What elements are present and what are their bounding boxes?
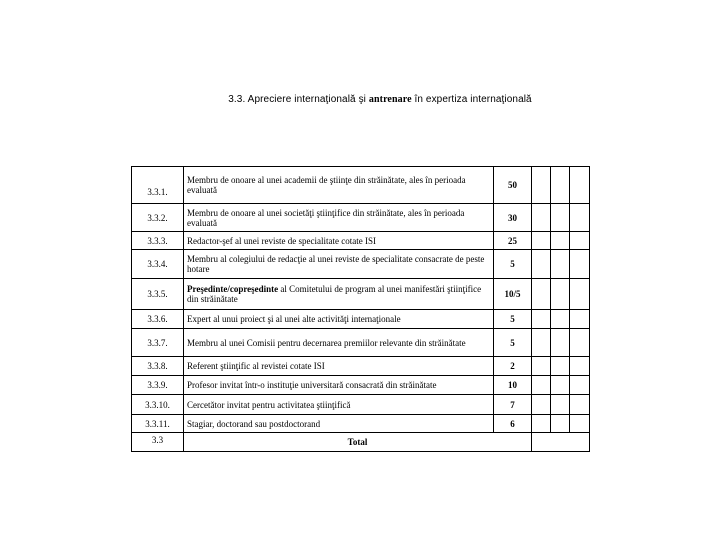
row-description-bold: Preşedinte/copreşedinte [187,284,279,294]
section-title [0,94,720,105]
row-points: 7 [494,395,532,415]
score-cell [532,329,551,357]
row-points: 6 [494,415,532,433]
score-cell [570,167,590,204]
score-cell [532,357,551,376]
row-description [184,167,494,204]
row-description [184,395,494,415]
table-row [132,232,590,250]
row-description-text: Membru al unei Comisii pentru decernarea premiilor relevante din străinătate [187,337,466,348]
row-code: 3.3.1. [132,167,184,204]
title-suffix: în expertiza internaţională [411,94,532,105]
table-row [132,376,590,395]
score-cell [532,232,551,250]
row-description [184,329,494,357]
score-cell [551,250,570,279]
row-description-text: Cercetător invitat pentru activitatea ştiinţifică [187,399,351,410]
table-row [132,167,590,204]
table-row [132,310,590,329]
score-cell [551,167,570,204]
row-description [184,250,494,279]
score-cell [570,250,590,279]
row-code: 3.3.7. [132,329,184,357]
title-prefix: 3.3. Apreciere internaţională şi [228,94,369,105]
row-description-text: al Comitetului de program al unei manifestări ştiinţifice din străinătate [187,284,482,304]
score-cell [551,415,570,433]
score-cell [532,415,551,433]
score-cell [532,310,551,329]
table-row [132,329,590,357]
score-cell [532,167,551,204]
score-cell [551,376,570,395]
row-description-text: Stagiar, doctorand sau postdoctorand [187,418,321,429]
row-description-text: Membru de onoare al unei societăţi ştiinţifice din străinătate, ales în perioada evaluată [187,207,465,228]
row-points: 5 [494,250,532,279]
row-code: 3.3.3. [132,232,184,250]
score-cell [551,232,570,250]
score-cell [532,376,551,395]
title-bold-word: antrenare [368,94,412,105]
row-points: 5 [494,310,532,329]
row-code: 3.3.9. [132,376,184,395]
score-cell [570,232,590,250]
score-cell [570,310,590,329]
evaluation-table-body [132,167,590,452]
row-description-text: Membru al colegiului de redacţie al unei reviste de specialitate consacrate de peste hotare [187,254,485,274]
score-cell [570,376,590,395]
row-points: 10 [494,376,532,395]
row-description [184,376,494,395]
total-row [132,433,590,452]
total-value-cell [532,433,590,452]
row-description-text: Membru de onoare al unei academii de ştiinţe din străinătate, ales în perioada evaluată [187,175,466,195]
score-cell [551,204,570,232]
table-row [132,357,590,376]
row-description [184,357,494,376]
row-description-text: Redactor-şef al unei reviste de specialitate cotate ISI [187,235,376,246]
row-code: 3.3.2. [132,204,184,232]
total-label: Total [184,433,532,452]
score-cell [570,329,590,357]
row-description [184,204,494,232]
score-cell [551,357,570,376]
row-description [184,279,494,310]
table-row [132,395,590,415]
row-description [184,232,494,250]
score-cell [532,395,551,415]
score-cell [551,329,570,357]
score-cell [551,279,570,310]
evaluation-table [131,166,590,452]
row-code: 3.3.10. [132,395,184,415]
score-cell [570,204,590,232]
score-cell [551,395,570,415]
score-cell [532,204,551,232]
table-row [132,279,590,310]
total-code: 3.3 [132,433,184,452]
row-points: 5 [494,329,532,357]
row-description-text: Expert al unui proiect şi al unei alte activităţi internaţionale [187,314,401,324]
table-row [132,250,590,279]
row-points: 2 [494,357,532,376]
score-cell [570,357,590,376]
score-cell [570,415,590,433]
row-code: 3.3.8. [132,357,184,376]
row-description [184,310,494,329]
score-cell [570,279,590,310]
row-description [184,415,494,433]
row-description-text: Referent ştiinţific al revistei cotate ISI [187,361,325,371]
row-code: 3.3.4. [132,250,184,279]
row-points: 30 [494,204,532,232]
table-row [132,415,590,433]
row-points: 50 [494,167,532,204]
row-points: 10/5 [494,279,532,310]
row-points: 25 [494,232,532,250]
table-row [132,204,590,232]
row-code: 3.3.6. [132,310,184,329]
score-cell [551,310,570,329]
row-code: 3.3.11. [132,415,184,433]
score-cell [570,395,590,415]
score-cell [532,250,551,279]
row-code: 3.3.5. [132,279,184,310]
row-description-text: Profesor invitat într-o instituţie universitară consacrată din străinătate [187,380,437,390]
score-cell [532,279,551,310]
